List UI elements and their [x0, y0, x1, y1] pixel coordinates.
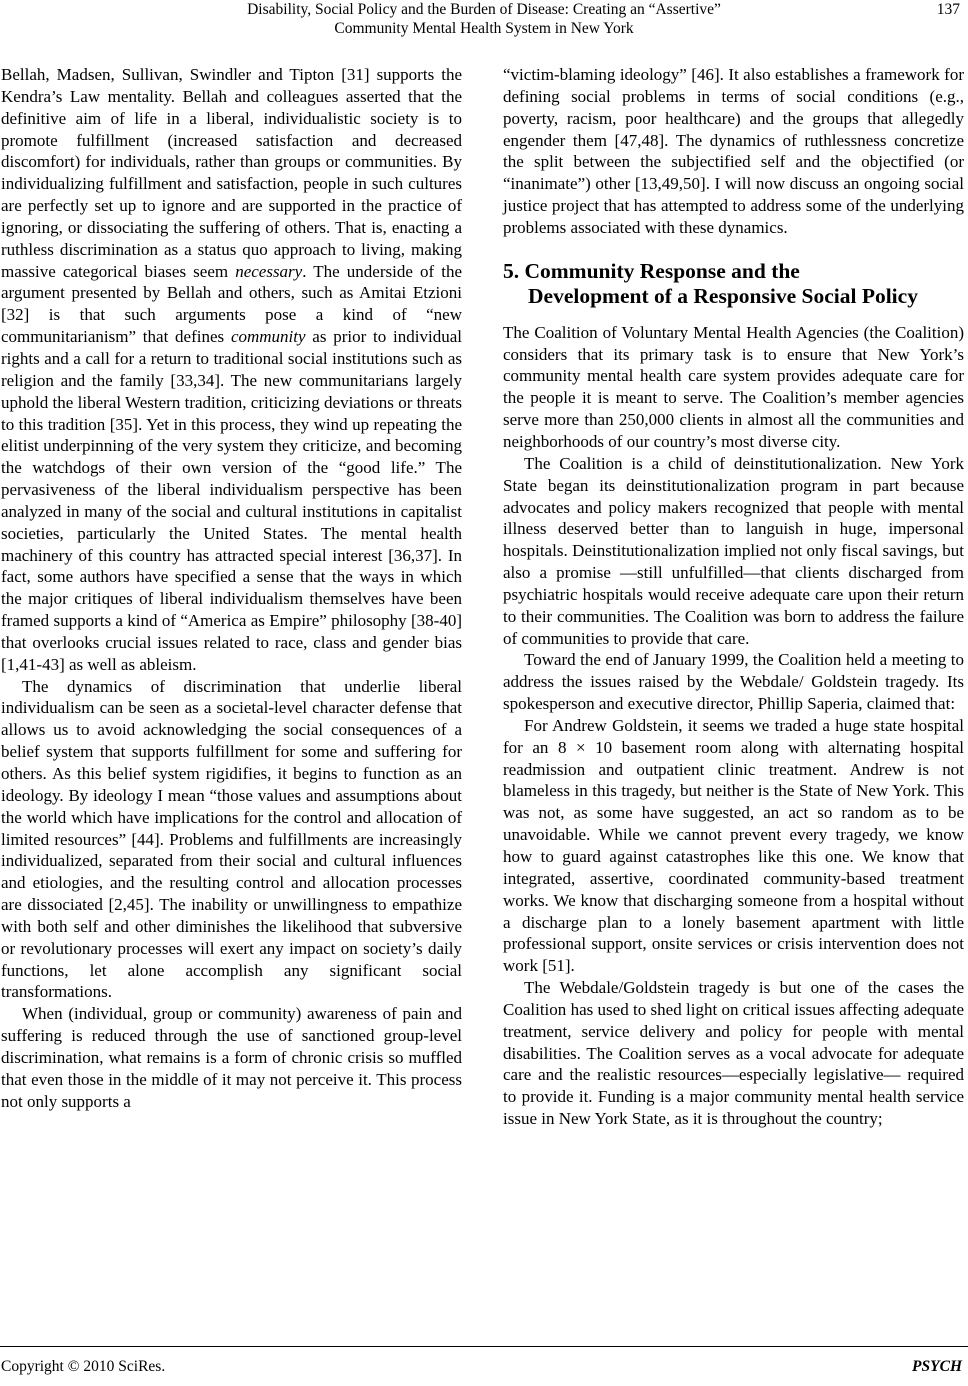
- section-heading-line-1: 5. Community Response and the: [503, 258, 800, 283]
- running-header: [0, 0, 968, 44]
- section-heading: [503, 259, 964, 310]
- paragraph-text: . The underside of the argument presented by Bellah and others, such as Amitai Etzioni [32] is that such arguments pose a kind of “new communitarianism” that defines: [1, 261, 462, 347]
- running-title-line-1: Disability, Social Policy and the Burden of Disease: Creating an “Assertive”: [247, 1, 721, 18]
- journal-name: PSYCH: [912, 1358, 962, 1375]
- left-column: [1, 64, 462, 1113]
- paragraph-meeting: Toward the end of January 1999, the Coalition held a meeting to address the issues raised by the Webdale/ Goldstein tragedy. Its spokesperson and executive director, Phillip Saperia, claimed that:: [503, 650, 964, 714]
- page-number: 137: [936, 1, 960, 18]
- paragraph-coalition-intro: The Coalition of Voluntary Mental Health Agencies (the Coalition) considers that its primary task is to ensure that New York’s community mental health care system provides adequate care for the people it is meant to serve. The Coalition’s member agencies serve more than 250,000 clients in almost all the communities and neighborhoods of our country’s most diverse city.: [503, 322, 964, 451]
- footer-divider: [0, 1346, 968, 1347]
- right-column: [503, 64, 964, 1130]
- paragraph-webdale-goldstein: The Webdale/Goldstein tragedy is but one of the cases the Coalition has used to shed light on critical issues affecting adequate treatment, service delivery and policy for people with mental disabilities. The Coalition serves as a vocal advocate for adequate care and the realistic resources—especially legislative— required to provide it. Funding is a major community mental health service issue in New York State, as it is throughout the country;: [503, 978, 964, 1129]
- paragraph-awareness: When (individual, group or community) awareness of pain and suffering is reduced through the use of sanctioned group-level discrimination, what remains is a form of chronic crisis so muffled that even those in the middle of it may not perceive it. This process not only supports a: [1, 1004, 462, 1111]
- emphasis-community: community: [230, 327, 306, 347]
- emphasis-necessary: necessary: [235, 261, 303, 281]
- running-title: [150, 0, 818, 38]
- paragraph-text: as prior to individual rights and a call for a return to traditional social institutions such as religion and the family [33,34]. The new communitarians largely uphold the liberal Western tradition, criticizing deviations or threats to this tradition [35]. Yet in this process, they wind up repeating the elitist underpinning of the very system they criticize, and becoming the watchdogs of their own version of the “good life.” The pervasiveness of the liberal individualism perspective has been analyzed in many of the social and cultural institutions in capitalist societies, particularly the United States. The mental health machinery of this country has attracted special interest [36,37]. In fact, some authors have specified a sense that the ways in which the major critiques of liberal individualism themselves have been framed supports a kind of “America as Empire” philosophy [38-40] that overlooks crucial issues related to race, class and gender bias [1,41-43] as well as ableism.: [1, 327, 462, 674]
- paragraph-dynamics: The dynamics of discrimination that underlie liberal individualism can be seen as a societal-level character defense that allows us to avoid acknowledging the social consequences of a belief system that supports fulfillment for some and suffering for others. As this belief system rigidifies, it begins to function as an ideology. By ideology I mean “those values and assumptions about the world which have implications for the control and allocation of limited resources” [44]. Problems and fulfillments are increasingly individualized, separated from their social and cultural influences and etiologies, and the resulting control and allocation processes are dissociated [2,45]. The inability or unwillingness to empathize with both self and other diminishes the likelihood that subversive or revolutionary processes will exert any impact on society’s daily functions, let alone accomplish any significant social transformations.: [1, 676, 462, 1002]
- section-heading-line-2: Development of a Responsive Social Policy: [528, 284, 918, 309]
- paragraph-victim-blaming: “victim-blaming ideology” [46]. It also establishes a framework for defining social problems in terms of social conditions (e.g., poverty, racism, poor healthcare) and the groups that allegedly engender them [47,48]. The dynamics of ruthlessness concretize the split between the subjectified self and the objectified (or “inanimate”) other [13,49,50]. I will now discuss an ongoing social justice project that has attempted to address some of the underlying problems associated with these dynamics.: [503, 65, 964, 237]
- paragraph-text: Bellah, Madsen, Sullivan, Swindler and Tipton [31] supports the Kendra’s Law mentality. Bellah and colleagues asserted that the definitive aim of life in a liberal, individualistic society is to promote fulfillment (increased satisfaction and decreased discomfort) for individuals, rather than groups or communities. By individualizing fulfillment and satisfaction, people in such cultures are perfectly set up to ignore and are supported in the practice of ignoring, or dissociating the suffering of others. That is, enacting a ruthless discrimination as a status quo approach to living, making massive categorical biases seem: [1, 65, 462, 281]
- copyright-notice: Copyright © 2010 SciRes.: [1, 1358, 166, 1375]
- quotation-saperia: For Andrew Goldstein, it seems we traded a huge state hospital for an 8 × 10 basement room along with alternating hospital readmission and outpatient clinic treatment. Andrew is not blameless in this tragedy, but neither is the State of New York. This was not, as some have suggested, an act so random as to be unavoidable. While we cannot prevent every tragedy, we know how to guard against catastrophes like this one. We know that integrated, assertive, coordinated community-based treatment works. We know that discharging someone from a hospital without a discharge plan to a lonely basement apartment with little professional support, onsite services or crisis intervention does not work [51].: [503, 715, 964, 976]
- paragraph-bellah: [1, 64, 462, 676]
- running-title-line-2: Community Mental Health System in New York: [334, 20, 634, 37]
- paragraph-deinstitutionalization: The Coalition is a child of deinstitutionalization. New York State began its deinstitutionalization program in part because advocates and policy makers recognized that people with mental illness deserved better than to languish in huge, impersonal hospitals. Deinstitutionalization implied not only fiscal savings, but also a promise —still unfulfilled—that clients discharged from psychiatric hospitals would receive adequate care upon their return to their communities. The Coalition was born to address the failure of communities to provide that care.: [503, 453, 964, 648]
